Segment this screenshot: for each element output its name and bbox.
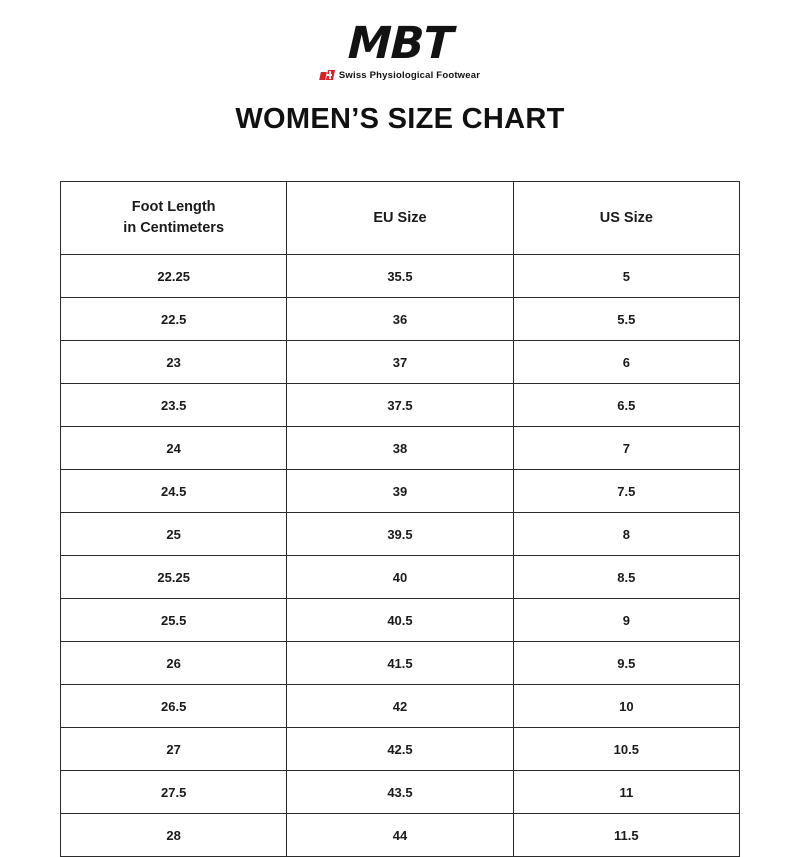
- cell-foot-length: 26: [61, 642, 287, 685]
- cell-eu-size: 35.5: [287, 255, 513, 298]
- cell-eu-size: 38: [287, 427, 513, 470]
- cell-us-size: 10: [513, 685, 739, 728]
- table-row: [61, 470, 740, 513]
- column-header-foot-length: [61, 182, 287, 255]
- table-row: [61, 728, 740, 771]
- table-row: [61, 771, 740, 814]
- cell-eu-size: 42: [287, 685, 513, 728]
- cell-eu-size: 40: [287, 556, 513, 599]
- cell-eu-size: 39.5: [287, 513, 513, 556]
- size-chart-table: [60, 181, 740, 857]
- cell-us-size: 5.5: [513, 298, 739, 341]
- swiss-cross-icon: [320, 70, 335, 81]
- cell-us-size: 10.5: [513, 728, 739, 771]
- table-body: [61, 255, 740, 857]
- cell-eu-size: 36: [287, 298, 513, 341]
- table-row: [61, 599, 740, 642]
- cell-foot-length: 26.5: [61, 685, 287, 728]
- cell-foot-length: 25.25: [61, 556, 287, 599]
- cell-us-size: 9: [513, 599, 739, 642]
- cell-foot-length: 23: [61, 341, 287, 384]
- cell-us-size: 5: [513, 255, 739, 298]
- column-header-line1: Foot Length: [131, 199, 216, 216]
- cell-us-size: 9.5: [513, 642, 739, 685]
- cell-us-size: 6: [513, 341, 739, 384]
- table-row: [61, 384, 740, 427]
- cell-eu-size: 43.5: [287, 771, 513, 814]
- column-header-eu-size: [287, 182, 513, 255]
- cell-eu-size: 37: [287, 341, 513, 384]
- cell-us-size: 11.5: [513, 814, 739, 857]
- cell-foot-length: 25: [61, 513, 287, 556]
- size-chart-table-wrapper: [60, 181, 740, 857]
- brand-tagline-row: [320, 70, 480, 81]
- cell-eu-size: 37.5: [287, 384, 513, 427]
- brand-wordmark: MBT: [346, 18, 454, 69]
- column-header-us-size: [513, 182, 739, 255]
- table-row: [61, 298, 740, 341]
- cell-foot-length: 27: [61, 728, 287, 771]
- table-row: [61, 255, 740, 298]
- table-row: [61, 513, 740, 556]
- table-row: [61, 814, 740, 857]
- table-header: [61, 182, 740, 255]
- cell-eu-size: 40.5: [287, 599, 513, 642]
- cell-us-size: 6.5: [513, 384, 739, 427]
- page-title: WOMEN’S SIZE CHART: [235, 103, 565, 135]
- column-header-line1: EU Size: [373, 209, 427, 226]
- cell-us-size: 7: [513, 427, 739, 470]
- cell-us-size: 11: [513, 771, 739, 814]
- cell-eu-size: 42.5: [287, 728, 513, 771]
- cell-foot-length: 27.5: [61, 771, 287, 814]
- cell-foot-length: 28: [61, 814, 287, 857]
- table-row: [61, 556, 740, 599]
- cell-eu-size: 39: [287, 470, 513, 513]
- cell-foot-length: 25.5: [61, 599, 287, 642]
- table-row: [61, 341, 740, 384]
- table-row: [61, 642, 740, 685]
- brand-tagline: Swiss Physiological Footwear: [338, 70, 481, 81]
- cell-foot-length: 22.5: [61, 298, 287, 341]
- table-row: [61, 685, 740, 728]
- table-row: [61, 427, 740, 470]
- brand-logo: [320, 18, 481, 81]
- cell-foot-length: 22.25: [61, 255, 287, 298]
- cell-us-size: 8: [513, 513, 739, 556]
- cell-foot-length: 23.5: [61, 384, 287, 427]
- cell-eu-size: 41.5: [287, 642, 513, 685]
- column-header-line2: in Centimeters: [123, 220, 225, 237]
- cell-eu-size: 44: [287, 814, 513, 857]
- cell-foot-length: 24.5: [61, 470, 287, 513]
- cell-us-size: 8.5: [513, 556, 739, 599]
- column-header-line1: US Size: [599, 209, 653, 226]
- cell-foot-length: 24: [61, 427, 287, 470]
- cell-us-size: 7.5: [513, 470, 739, 513]
- table-header-row: [61, 182, 740, 255]
